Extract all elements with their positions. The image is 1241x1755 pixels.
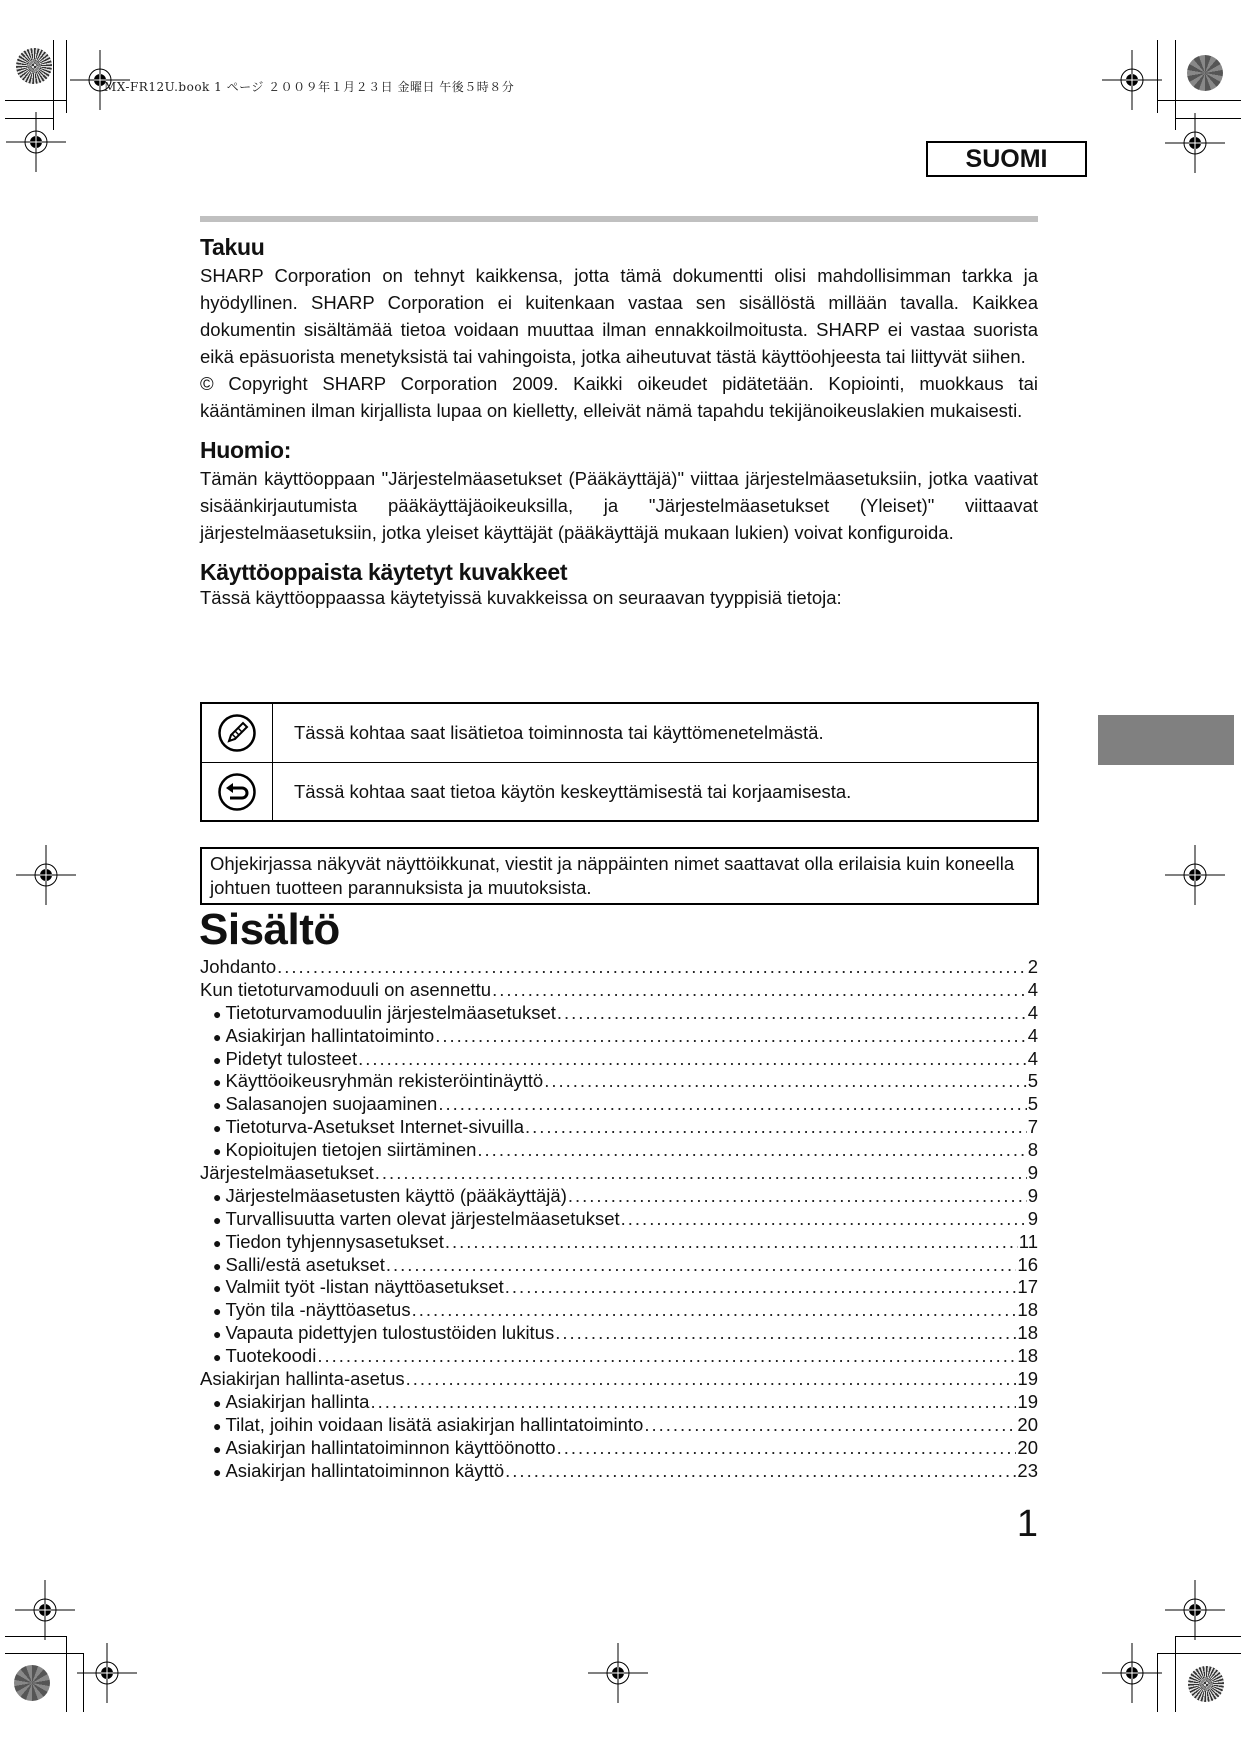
dot-leader (435, 1025, 1026, 1048)
icons-intro: Tässä käyttöoppaassa käytetyissä kuvakkeissa on seuraavan tyyppisiä tietoja: (200, 587, 842, 608)
dot-leader (544, 1070, 1027, 1093)
toc-entry-page: 8 (1027, 1139, 1038, 1161)
dot-leader (505, 1276, 1017, 1299)
dot-leader (555, 1322, 1016, 1345)
dot-leader (375, 1162, 1027, 1185)
toc-entry-label: Työn tila -näyttöasetus (225, 1299, 411, 1321)
icon-legend-text: Tässä kohtaa saat tietoa käytön keskeyttämisestä tai korjaamisesta. (294, 780, 852, 802)
toc-entry-page: 5 (1027, 1093, 1038, 1115)
bullet-icon: ● (213, 1097, 222, 1114)
toc-entry-label: Tuotekoodi (225, 1345, 317, 1367)
dot-leader (505, 1460, 1016, 1483)
toc-entry[interactable] (200, 1048, 1038, 1071)
toc-entry[interactable] (200, 1391, 1038, 1414)
bullet-icon: ● (213, 1349, 222, 1366)
toc-entry-page: 2 (1027, 956, 1038, 977)
dot-leader (568, 1185, 1027, 1208)
toc-entry[interactable] (200, 1002, 1038, 1025)
toc-entry[interactable] (200, 1231, 1038, 1254)
bullet-icon: ● (213, 1074, 222, 1091)
toc-entry-label: Tilat, joihin voidaan lisätä asiakirjan hallintatoiminto (225, 1413, 644, 1435)
toc-entry[interactable] (200, 1368, 1038, 1391)
dot-leader (557, 1437, 1017, 1460)
language-side-tab (1098, 715, 1234, 765)
bullet-icon: ● (213, 1463, 222, 1480)
toc-entry-label: Turvallisuutta varten olevat järjestelmäasetukset (225, 1207, 620, 1229)
bullet-icon: ● (213, 1120, 222, 1137)
print-header-meta: MX-FR12U.book 1 ページ ２００９年１月２３日 金曜日 午後５時８分 (104, 80, 515, 94)
toc-entry-page: 5 (1027, 1070, 1038, 1092)
color-target-icon (1187, 55, 1223, 91)
toc-entry-page: 4 (1027, 1047, 1038, 1069)
toc-entry-label: Johdanto (200, 956, 277, 977)
toc-entry[interactable] (200, 1414, 1038, 1437)
toc-entry-page: 18 (1017, 1345, 1038, 1367)
toc-entry-page: 16 (1017, 1253, 1038, 1275)
toc-entry[interactable] (200, 1208, 1038, 1231)
toc-entry[interactable] (200, 979, 1038, 1002)
dot-leader (358, 1048, 1027, 1071)
toc-entry-label: Käyttöoikeusryhmän rekisteröintinäyttö (225, 1070, 544, 1092)
toc-entry[interactable] (200, 956, 1038, 979)
bullet-icon: ● (213, 1051, 222, 1068)
toc-entry[interactable] (200, 1276, 1038, 1299)
icon-legend-row (202, 704, 1037, 762)
bullet-icon: ● (213, 1143, 222, 1160)
color-target-icon (14, 1665, 50, 1701)
toc-entry[interactable] (200, 1025, 1038, 1048)
language-label: SUOMI (926, 141, 1087, 177)
toc-entry-label: Tietoturva-Asetukset Internet-sivuilla (225, 1116, 524, 1138)
toc-entry[interactable] (200, 1460, 1038, 1483)
toc-entry-label: Tietoturvamoduulin järjestelmäasetukset (225, 1001, 556, 1023)
bullet-icon: ● (213, 1394, 222, 1411)
toc-entry[interactable] (200, 1322, 1038, 1345)
toc-entry-page: 19 (1017, 1368, 1038, 1390)
toc-entry-label: Salasanojen suojaaminen (225, 1093, 438, 1115)
toc-entry-label: Tiedon tyhjennysasetukset (225, 1230, 444, 1252)
toc-entry-page: 23 (1017, 1459, 1038, 1481)
toc-entry-page: 9 (1027, 1184, 1038, 1206)
dot-leader (492, 979, 1027, 1002)
toc-entry-label: Järjestelmäasetukset (200, 1162, 374, 1184)
toc-entry-label: Pidetyt tulosteet (225, 1047, 358, 1069)
dot-leader (406, 1368, 1017, 1391)
toc-entry-label: Järjestelmäasetusten käyttö (pääkäyttäjä) (225, 1184, 567, 1206)
toc-entry-label: Asiakirjan hallinta-asetus (200, 1368, 405, 1390)
toc-entry[interactable] (200, 1185, 1038, 1208)
icon-legend-table (200, 702, 1039, 822)
registration-mark-icon (1165, 113, 1225, 173)
icon-legend-text: Tässä kohtaa saat lisätietoa toiminnosta tai käyttömenetelmästä. (294, 722, 824, 743)
registration-mark-icon (77, 1643, 137, 1703)
toc-entry-label: Kopioitujen tietojen siirtäminen (225, 1139, 477, 1161)
color-target-icon (16, 48, 52, 84)
registration-mark-icon (588, 1643, 648, 1703)
dot-leader (412, 1299, 1017, 1322)
dot-leader (317, 1345, 1016, 1368)
toc-entry-page: 4 (1027, 978, 1038, 1000)
registration-mark-icon (1165, 845, 1225, 905)
dot-leader (277, 956, 1027, 979)
bullet-icon: ● (213, 1028, 222, 1045)
toc-entry[interactable] (200, 1139, 1038, 1162)
registration-mark-icon (15, 1580, 75, 1640)
bullet-icon: ● (213, 1188, 222, 1205)
registration-mark-icon (1102, 1643, 1162, 1703)
bullet-icon: ● (213, 1417, 222, 1434)
bullet-icon: ● (213, 1257, 222, 1274)
toc-entry[interactable] (200, 1345, 1038, 1368)
notice-paragraph: Tämän käyttöoppaan "Järjestelmäasetukset (Pääkäyttäjä)" viittaa järjestelmäasetuksiin, jotka vaativat sisäänkirjautumista pääkäyttäjäoikeuksilla, ja "Järjestelmäasetukset (Yleiset)" viittaavat järjestelmäasetuksiin, jotka yleiset käyttäjät (pääkäyttäjä mukaan lukien) voivat konfiguroida. (200, 468, 1038, 543)
toc-entry-page: 4 (1027, 1001, 1038, 1023)
registration-mark-icon (6, 112, 66, 172)
bullet-icon: ● (213, 1303, 222, 1320)
page-number: 1 (1016, 1503, 1038, 1545)
dot-leader (445, 1231, 1018, 1254)
toc-entry-label: Salli/estä asetukset (225, 1253, 385, 1275)
toc-entry-page: 9 (1027, 1162, 1038, 1184)
bullet-icon: ● (213, 1234, 222, 1251)
toc-entry-page: 19 (1017, 1390, 1038, 1412)
toc-entry-page: 18 (1017, 1322, 1038, 1344)
icons-section (200, 557, 1038, 609)
copyright-paragraph: © Copyright SHARP Corporation 2009. Kaikki oikeudet pidätetään. Kopiointi, muokkaus tai kääntäminen ilman kirjallista lupaa on kielletty, elleivät nämä tapahdu tekijänoikeuslakien mukaisesti. (200, 373, 1038, 421)
toc-entry-page: 7 (1027, 1116, 1038, 1138)
dot-leader (370, 1391, 1016, 1414)
dot-leader (557, 1002, 1027, 1025)
warranty-section (200, 232, 1038, 424)
warranty-title: Takuu (200, 234, 265, 260)
dot-leader (386, 1254, 1017, 1277)
toc-entry[interactable] (200, 1070, 1038, 1093)
bullet-icon: ● (213, 1326, 222, 1343)
dot-leader (477, 1139, 1026, 1162)
toc-entry-page: 18 (1017, 1299, 1038, 1321)
bullet-icon: ● (213, 1280, 222, 1297)
toc-title: Sisältö (199, 905, 340, 954)
toc-entry-label: Vapauta pidettyjen tulostustöiden lukitus (225, 1322, 555, 1344)
table-of-contents (200, 956, 1038, 1482)
bullet-icon: ● (213, 1005, 222, 1022)
color-target-icon (1188, 1666, 1224, 1702)
undo-arrow-icon (217, 772, 257, 812)
toc-entry-page: 20 (1017, 1436, 1038, 1458)
bullet-icon: ● (213, 1440, 222, 1457)
main-content (200, 232, 1038, 609)
dot-leader (621, 1208, 1027, 1231)
pencil-note-icon (217, 713, 257, 753)
toc-entry-page: 11 (1018, 1230, 1038, 1252)
notice-section (200, 435, 1038, 546)
toc-entry-label: Valmiit työt -listan näyttöasetukset (225, 1276, 504, 1298)
toc-entry-label: Asiakirjan hallinta (225, 1390, 370, 1412)
dot-leader (438, 1093, 1026, 1116)
dot-leader (644, 1414, 1016, 1437)
toc-entry-label: Asiakirjan hallintatoiminto (225, 1024, 435, 1046)
toc-entry[interactable] (200, 1093, 1038, 1116)
toc-entry-label: Asiakirjan hallintatoiminnon käyttö (225, 1459, 505, 1481)
bullet-icon: ● (213, 1211, 222, 1228)
toc-entry[interactable] (200, 1116, 1038, 1139)
icons-title: Käyttöoppaista käytetyt kuvakkeet (200, 559, 568, 585)
registration-mark-icon (16, 845, 76, 905)
toc-entry-label: Kun tietoturvamoduuli on asennettu (200, 978, 492, 1000)
dot-leader (525, 1116, 1027, 1139)
toc-entry[interactable] (200, 1437, 1038, 1460)
toc-entry[interactable] (200, 1299, 1038, 1322)
warranty-paragraph: SHARP Corporation on tehnyt kaikkensa, jotta tämä dokumentti olisi mahdollisimman tarkka ja hyödyllinen. SHARP Corporation ei kuitenkaan vastaa sen sisällöstä millään tavalla. Kaikkea dokumentin sisältämää tietoa voidaan muuttaa ilman ennakkoilmoitusta. SHARP ei vastaa suorista eikä epäsuorista menetyksistä tai vahingoista, jotka aiheutuvat tästä käyttöohjeesta tai liittyvät siihen. (200, 265, 1038, 367)
toc-entry[interactable] (200, 1162, 1038, 1185)
toc-entry-page: 4 (1027, 1024, 1038, 1046)
toc-entry-page: 9 (1027, 1207, 1038, 1229)
toc-entry[interactable] (200, 1254, 1038, 1277)
toc-entry-page: 17 (1017, 1276, 1038, 1298)
disclaimer-box: Ohjekirjassa näkyvät näyttöikkunat, viestit ja näppäinten nimet saattavat olla erilaisia kuin koneella johtuen tuotteen parannuksista ja muutoksista. (200, 847, 1039, 905)
notice-title: Huomio: (200, 437, 292, 463)
toc-entry-label: Asiakirjan hallintatoiminnon käyttöönotto (225, 1436, 556, 1458)
top-divider (200, 216, 1038, 222)
icon-legend-row (202, 762, 1037, 820)
registration-mark-icon (1102, 50, 1162, 110)
toc-entry-page: 20 (1017, 1413, 1038, 1435)
registration-mark-icon (1165, 1580, 1225, 1640)
